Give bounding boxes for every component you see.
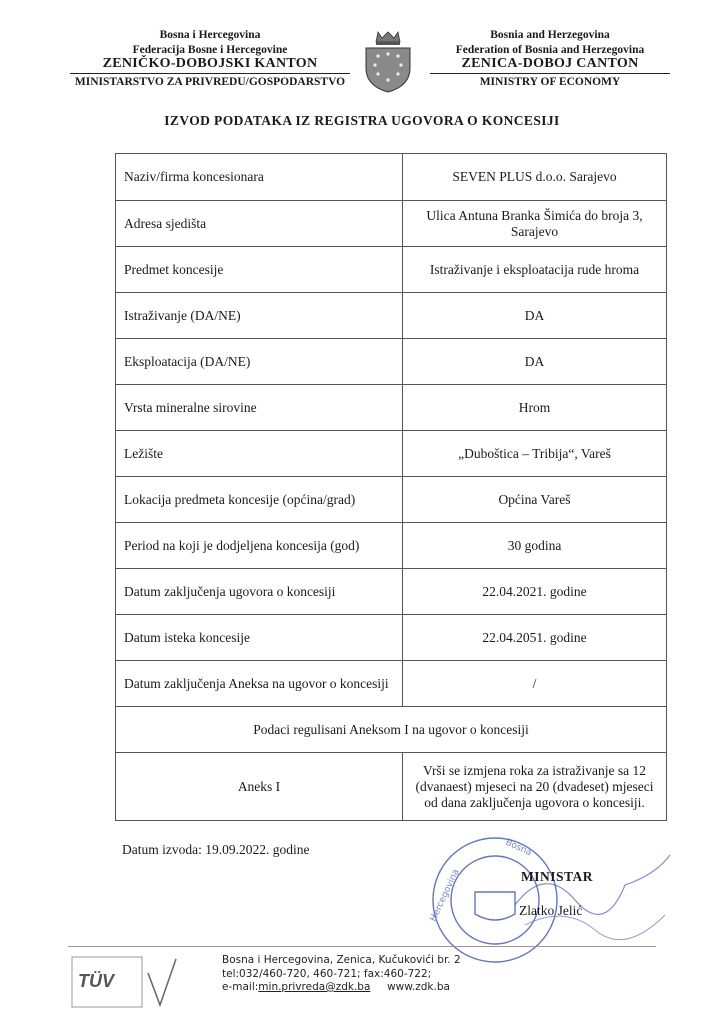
row-value: Hrom — [403, 385, 667, 431]
row-label: Naziv/firma koncesionara — [116, 154, 403, 201]
row-value: / — [403, 661, 667, 707]
table-row — [116, 339, 667, 385]
annex-value: Vrši se izmjena roka za istraživanje sa 12 (dvanaest) mjeseci na 20 (dvadeset) mjeseci od dana zaključenja ugovora o koncesiji. — [403, 753, 667, 821]
table-row — [116, 615, 667, 661]
header-right — [430, 28, 670, 89]
annex-row — [116, 753, 667, 821]
header-left-ministry: MINISTARSTVO ZA PRIVREDU/GOSPODARSTVO — [70, 73, 350, 90]
section-heading-row — [116, 707, 667, 753]
header-left-line-2: Federacija Bosne i Hercegovine — [132, 43, 288, 56]
svg-text:Hercegovina: Hercegovina — [428, 867, 462, 924]
table-row — [116, 661, 667, 707]
row-label: Datum zaključenja ugovora o koncesiji — [116, 569, 403, 615]
footer-email-line — [222, 981, 461, 995]
footer-web-link[interactable]: www.zdk.ba — [387, 981, 450, 993]
header-right-line-1: Bosnia and Herzegovina — [490, 29, 610, 41]
table-row — [116, 569, 667, 615]
row-value: 22.04.2021. godine — [403, 569, 667, 615]
header-left-canton: ZENIČKO-DOBOJSKI KANTON — [102, 56, 318, 71]
minister-title: MINISTAR — [521, 869, 594, 884]
row-value: Ulica Antuna Branka Šimića do broja 3, Sarajevo — [403, 201, 667, 247]
document-title: IZVOD PODATAKA IZ REGISTRA UGOVORA O KONCESIJI — [164, 113, 560, 128]
svg-text:Bosna: Bosna — [503, 837, 533, 859]
row-value: 22.04.2051. godine — [403, 615, 667, 661]
header-left — [70, 28, 350, 89]
row-label: Istraživanje (DA/NE) — [116, 293, 403, 339]
header-left-line-1: Bosna i Hercegovina — [159, 29, 261, 41]
table-row — [116, 154, 667, 201]
table-row — [116, 523, 667, 569]
tuv-logo-text: TÜV — [78, 971, 114, 991]
issue-date: Datum izvoda: 19.09.2022. godine — [122, 842, 310, 857]
row-label: Ležište — [116, 431, 403, 477]
table-row — [116, 247, 667, 293]
row-value: „Duboštica – Tribija“, Vareš — [403, 431, 667, 477]
minister-name: Zlatko Jelić — [519, 903, 583, 918]
section-heading: Podaci regulisani Aneksom I na ugovor o koncesiji — [116, 707, 667, 753]
row-value: Istraživanje i eksploatacija rude hroma — [403, 247, 667, 293]
row-value: Općina Vareš — [403, 477, 667, 523]
row-label: Eksploatacija (DA/NE) — [116, 339, 403, 385]
row-value: DA — [403, 293, 667, 339]
signature-scribble-icon — [505, 845, 675, 955]
tuv-certification-logo-icon — [70, 955, 180, 1010]
row-value: DA — [403, 339, 667, 385]
footer-address: Bosna i Hercegovina, Zenica, Kučukovići br. 2 — [222, 954, 461, 966]
footer-contact — [222, 954, 461, 995]
row-label: Vrsta mineralne sirovine — [116, 385, 403, 431]
annex-label: Aneks I — [116, 753, 403, 821]
header-right-canton: ZENICA-DOBOJ CANTON — [461, 56, 639, 71]
header-right-line-2: Federation of Bosnia and Herzegovina — [455, 43, 645, 56]
footer-email-prefix: e-mail: — [222, 981, 259, 993]
row-label: Lokacija predmeta koncesije (općina/grad) — [116, 477, 403, 523]
row-label: Period na koji je dodjeljena koncesija (god) — [116, 523, 403, 569]
footer-divider — [68, 946, 656, 947]
table-row — [116, 201, 667, 247]
table-row — [116, 293, 667, 339]
row-value: 30 godina — [403, 523, 667, 569]
header-right-ministry: MINISTRY OF ECONOMY — [430, 73, 670, 90]
footer-phone: tel:032/460-720, 460-721; fax:460-722; — [222, 967, 432, 980]
table-row — [116, 385, 667, 431]
row-value: SEVEN PLUS d.o.o. Sarajevo — [403, 154, 667, 201]
concession-register-table — [115, 153, 667, 821]
row-label: Datum zaključenja Aneksa na ugovor o koncesiji — [116, 661, 403, 707]
table-row — [116, 431, 667, 477]
row-label: Adresa sjedišta — [116, 201, 403, 247]
row-label: Datum isteka koncesije — [116, 615, 403, 661]
footer-email-link[interactable]: min.privreda@zdk.ba — [258, 981, 371, 993]
row-label: Predmet koncesije — [116, 247, 403, 293]
coat-of-arms-icon — [362, 30, 414, 94]
table-row — [116, 477, 667, 523]
